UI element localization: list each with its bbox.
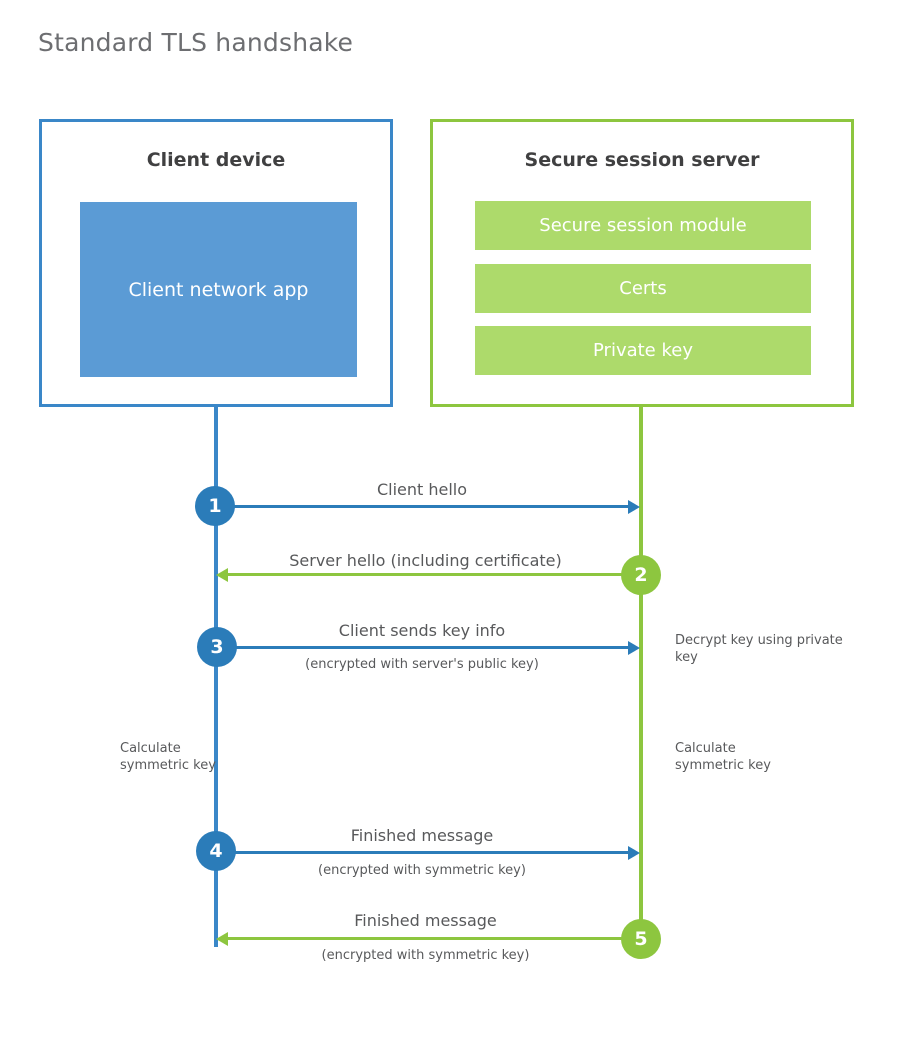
arrow-line-step-5	[228, 937, 623, 940]
server-block-private-key: Private key	[475, 326, 811, 375]
client-network-app-box: Client network app	[80, 202, 357, 377]
server-lifeline	[639, 404, 643, 941]
message-label-step-1: Client hello	[376, 480, 468, 499]
client-device-panel	[39, 119, 393, 407]
server-block-certs: Certs	[475, 264, 811, 313]
message-sublabel-step-4: (encrypted with symmetric key)	[318, 863, 526, 878]
message-sublabel-step-5: (encrypted with symmetric key)	[321, 948, 530, 963]
step-marker-2: 2	[621, 555, 661, 595]
step-marker-5: 5	[621, 919, 661, 959]
secure-session-server-title: Secure session server	[524, 149, 760, 171]
arrow-line-step-3	[216, 646, 628, 649]
arrow-line-step-4	[216, 851, 628, 854]
arrow-line-step-1	[216, 505, 628, 508]
note-server-calculate-symmetric-key: Calculate symmetric key	[675, 741, 771, 773]
server-block-secure-session-module: Secure session module	[475, 201, 811, 250]
message-label-step-3: Client sends key info	[338, 621, 506, 640]
message-label-step-2: Server hello (including certificate)	[289, 551, 562, 570]
message-label-step-5: Finished message	[354, 911, 497, 930]
step-marker-4: 4	[196, 831, 236, 871]
arrow-head-step-3	[628, 641, 640, 655]
secure-session-server-panel	[430, 119, 854, 407]
client-device-title: Client device	[146, 149, 286, 171]
arrow-head-step-5	[216, 932, 228, 946]
note-client-calculate-symmetric-key: Calculate symmetric key	[120, 741, 216, 773]
arrow-head-step-4	[628, 846, 640, 860]
message-sublabel-step-3: (encrypted with server's public key)	[305, 657, 539, 672]
arrow-line-step-2	[228, 573, 623, 576]
arrow-head-step-1	[628, 500, 640, 514]
message-label-step-4: Finished message	[350, 826, 494, 845]
step-marker-3: 3	[197, 627, 237, 667]
page-title: Standard TLS handshake	[38, 28, 354, 57]
note-decrypt-key: Decrypt key using private key	[675, 633, 843, 665]
step-marker-1: 1	[195, 486, 235, 526]
arrow-head-step-2	[216, 568, 228, 582]
